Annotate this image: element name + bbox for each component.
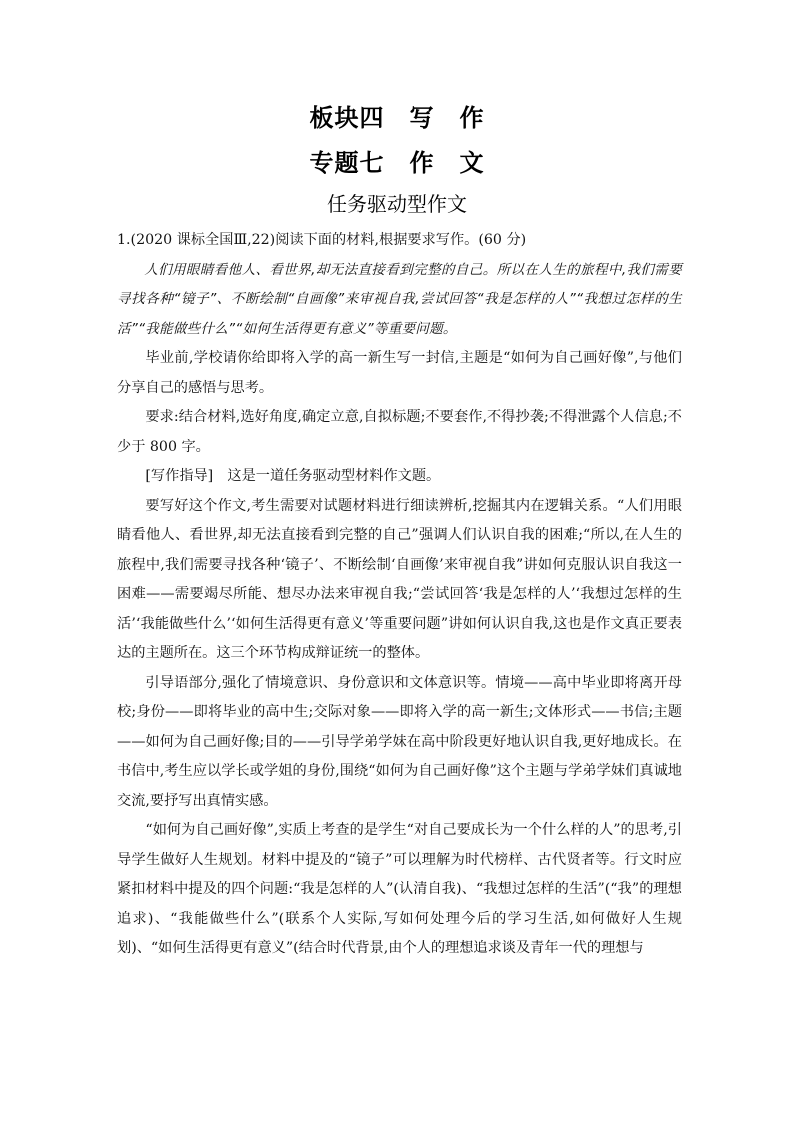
document-body <box>117 226 682 964</box>
guide-paragraph: “如何为自己画好像”,实质上考查的是学生“对自己要成长为一个什么样的人”的思考,引导学生做好人生规划。材料中提及的“镜子”可以理解为时代榜样、古代贤者等。行文时应紧扣材料中提及的四个问题:“我是怎样的人”(认清自我)、“我想过怎样的生活”(“我”的理想追求)、“我能做些什么”(联系个人实际,写如何处理今后的学习生活,如何做好人生规划)、“如何生活得更有意义”(结合时代背景,由个人的理想追求谈及青年一代的理想与 <box>117 822 682 956</box>
guide-paragraph: 引导语部分,强化了情境意识、身份意识和文体意识等。情境——高中毕业即将离开母校;身份——即将毕业的高中生;交际对象——即将入学的高一新生;文体形式——书信;主题——如何为自己画好像;目的——引导学弟学妹在高中阶段更好地认识自我,更好地成长。在书信中,考生应以学长或学姐的身份,围绕“如何为自己画好像”这个主题与学弟学妹们真诚地交流,要抒写出真情实感。 <box>117 674 682 809</box>
question-prompt: 1.(2020 课标全国Ⅲ,22)阅读下面的材料,根据要求写作。(60 分) <box>117 232 527 248</box>
question-task: 毕业前,学校请你给即将入学的高一新生写一封信,主题是“如何为自己画好像”,与他们分享自己的感悟与思考。 <box>117 350 682 396</box>
question-requirements: 要求:结合材料,选好角度,确定立意,自拟标题;不要套作,不得抄袭;不得泄露个人信息;不少于 800 字。 <box>117 409 682 455</box>
guide-paragraph: 要写好这个作文,考生需要对试题材料进行细读辨析,挖掘其内在逻辑关系。“人们用眼睛看他人、看世界,却无法直接看到完整的自己”强调人们认识自我的困难;“所以,在人生的旅程中,我们需要寻找各种‘镜子’、不断绘制‘自画像’来审视自我”讲如何克服认识自我这一困难——需要竭尽所能、想尽办法来审视自我;“尝试回答‘我是怎样的人’‘我想过怎样的生活’‘我能做些什么’‘如何生活得更有意义’等重要问题”讲如何认识自我,这也是作文真正要表达的主题所在。这三个环节构成辩证统一的整体。 <box>117 497 682 661</box>
section-title: 板块四 写 作 <box>309 104 485 132</box>
guide-heading-paragraph: [写作指导] 这是一道任务驱动型材料作文题。 <box>145 468 441 484</box>
question-material: 人们用眼睛看他人、看世界,却无法直接看到完整的自己。所以在人生的旅程中,我们需要寻找各种“镜子”、不断绘制“自画像”来审视自我,尝试回答“我是怎样的人”“我想过怎样的生活”“我能做些什么”“如何生活得更有意义”等重要问题。 <box>117 261 682 337</box>
topic-title: 专题七 作 文 <box>309 149 485 177</box>
subtitle: 任务驱动型作文 <box>327 192 467 216</box>
